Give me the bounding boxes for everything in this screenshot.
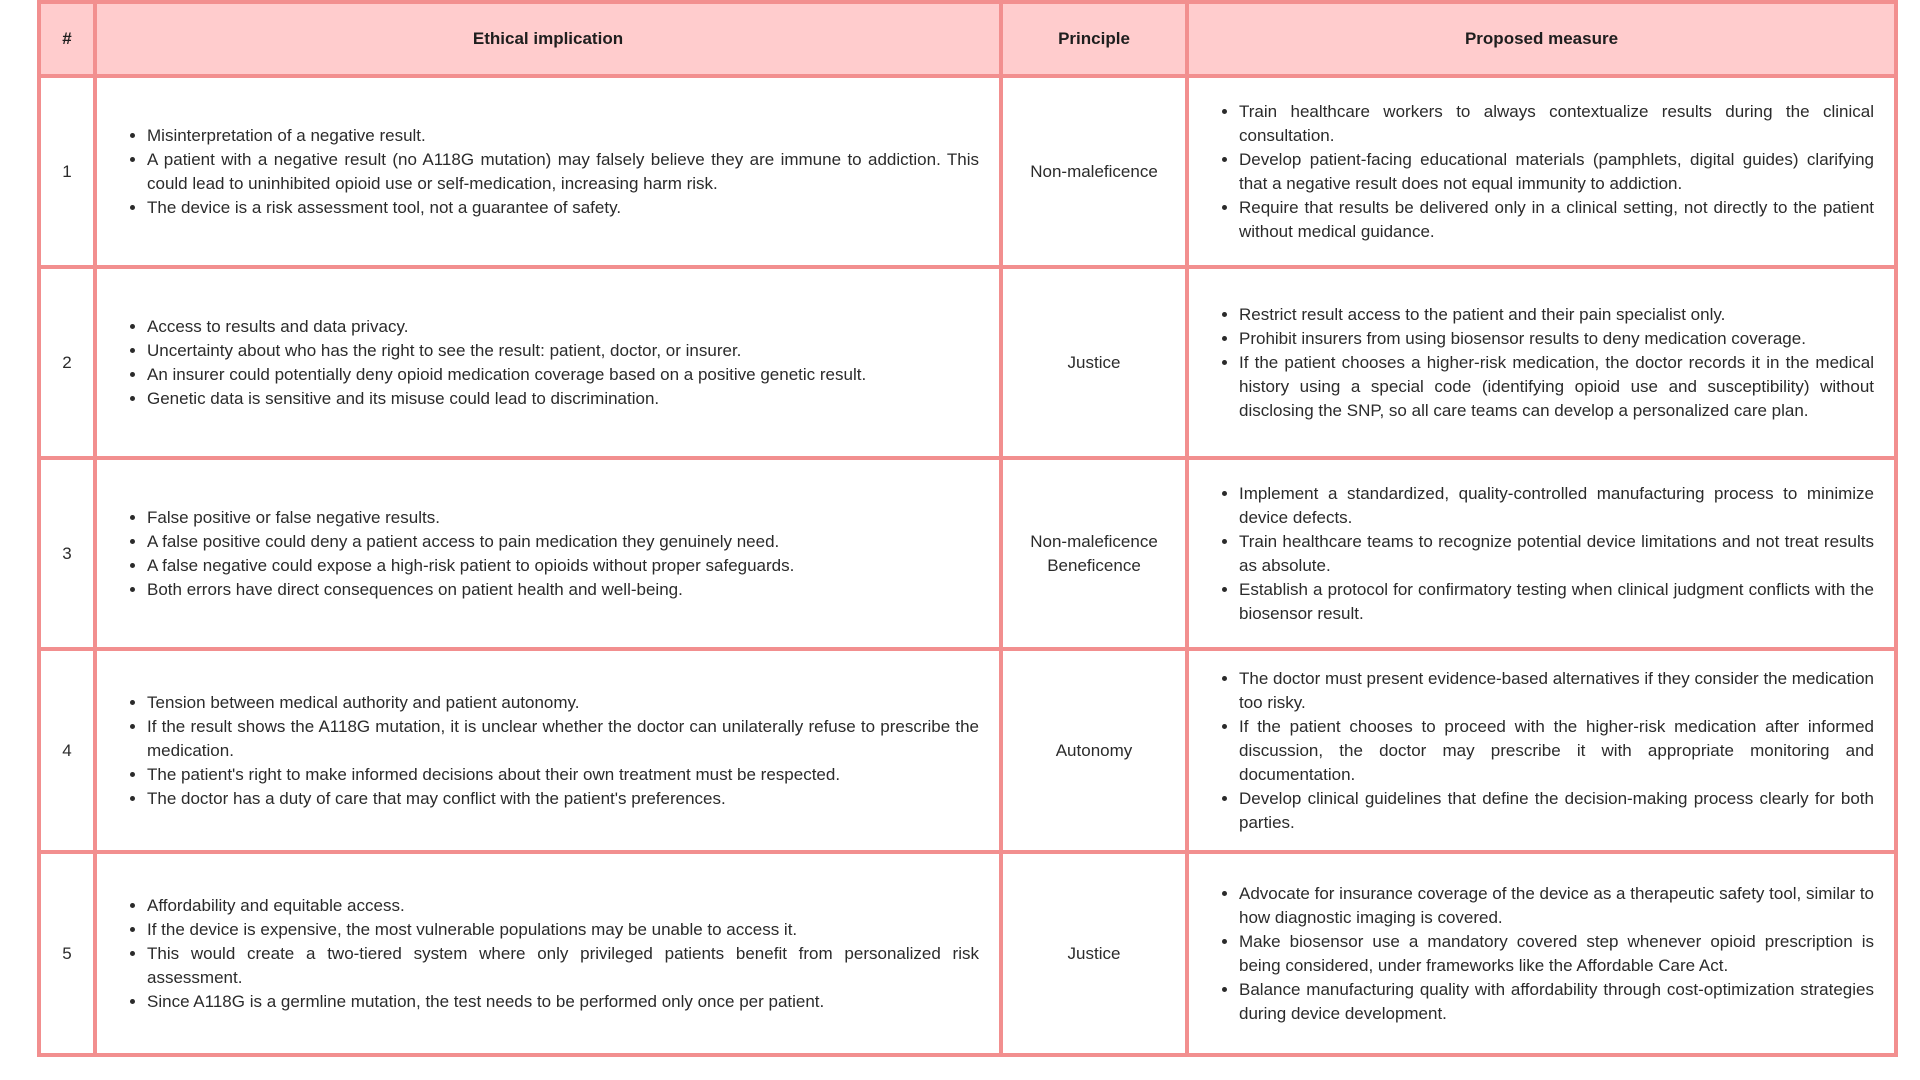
measure-list [1189, 303, 1894, 423]
header-principle: Principle [1001, 2, 1187, 76]
list-item: • The doctor has a duty of care that may conflict with the patient's preferences. [147, 787, 979, 811]
list-item: • Train healthcare workers to always contextualize results during the clinical consultation. [1239, 100, 1874, 148]
measure-cell [1187, 852, 1896, 1055]
list-item: • Establish a protocol for confirmatory testing when clinical judgment conflicts with the biosensor result. [1239, 578, 1874, 626]
principle-label: Non-maleficence [1030, 531, 1158, 551]
table-row [39, 852, 1896, 1055]
list-item: • Access to results and data privacy. [147, 315, 979, 339]
header-ethical-implication: Ethical implication [95, 2, 1001, 76]
principle-label: Justice [1067, 352, 1121, 372]
measure-cell [1187, 267, 1896, 458]
list-item: • This would create a two-tiered system where only privileged patients benefit from personalized risk assessment. [147, 942, 979, 990]
implication-list [97, 894, 999, 1014]
implication-list [97, 506, 999, 602]
list-item: • The patient's right to make informed decisions about their own treatment must be respected. [147, 763, 979, 787]
header-number: # [39, 2, 95, 76]
measure-cell [1187, 458, 1896, 649]
row-number: 1 [39, 76, 95, 267]
list-item: • If the result shows the A118G mutation, it is unclear whether the doctor can unilaterally refuse to prescribe the medication. [147, 715, 979, 763]
implication-cell [95, 76, 1001, 267]
implication-list [97, 124, 999, 220]
principle-label: Autonomy [1055, 740, 1133, 760]
list-item: • Prohibit insurers from using biosensor results to deny medication coverage. [1239, 327, 1874, 351]
list-item: • A false positive could deny a patient access to pain medication they genuinely need. [147, 530, 979, 554]
list-item: • If the patient chooses to proceed with the higher-risk medication after informed discussion, the doctor may prescribe it with appropriate monitoring and documentation. [1239, 715, 1874, 787]
list-item: • A patient with a negative result (no A118G mutation) may falsely believe they are immune to addiction. This could lead to uninhibited opioid use or self-medication, increasing harm risk. [147, 148, 979, 196]
list-item: • Affordability and equitable access. [147, 894, 979, 918]
implication-cell [95, 267, 1001, 458]
ethics-table [37, 0, 1898, 1057]
list-item: • Advocate for insurance coverage of the device as a therapeutic safety tool, similar to how diagnostic imaging is covered. [1239, 882, 1874, 930]
measure-list [1189, 882, 1894, 1026]
row-number: 2 [39, 267, 95, 458]
measure-list [1189, 100, 1894, 244]
principle-cell [1001, 649, 1187, 852]
list-item: • Implement a standardized, quality-controlled manufacturing process to minimize device defects. [1239, 482, 1874, 530]
header-proposed-measure: Proposed measure [1187, 2, 1896, 76]
principle-label: Beneficence [1047, 555, 1141, 575]
list-item: • Since A118G is a germline mutation, the test needs to be performed only once per patient. [147, 990, 979, 1014]
ethics-table-container [37, 0, 1894, 1057]
list-item: • Make biosensor use a mandatory covered step whenever opioid prescription is being considered, under frameworks like the Affordable Care Act. [1239, 930, 1874, 978]
list-item: • Uncertainty about who has the right to see the result: patient, doctor, or insurer. [147, 339, 979, 363]
implication-cell [95, 852, 1001, 1055]
table-header-row [39, 2, 1896, 76]
list-item: • Develop clinical guidelines that define the decision-making process clearly for both parties. [1239, 787, 1874, 835]
principle-cell [1001, 852, 1187, 1055]
table-row [39, 649, 1896, 852]
list-item: • Require that results be delivered only in a clinical setting, not directly to the patient without medical guidance. [1239, 196, 1874, 244]
table-row [39, 458, 1896, 649]
measure-cell [1187, 76, 1896, 267]
row-number: 4 [39, 649, 95, 852]
list-item: • False positive or false negative results. [147, 506, 979, 530]
list-item: • If the patient chooses a higher-risk medication, the doctor records it in the medical history using a special code (identifying opioid use and susceptibility) without disclosing the SNP, so all care teams can develop a personalized care plan. [1239, 351, 1874, 423]
row-number: 3 [39, 458, 95, 649]
principle-cell [1001, 458, 1187, 649]
principle-label: Justice [1067, 943, 1121, 963]
table-row [39, 76, 1896, 267]
table-row [39, 267, 1896, 458]
list-item: • Balance manufacturing quality with affordability through cost-optimization strategies during device development. [1239, 978, 1874, 1026]
row-number: 5 [39, 852, 95, 1055]
list-item: • Develop patient-facing educational materials (pamphlets, digital guides) clarifying that a negative result does not equal immunity to addiction. [1239, 148, 1874, 196]
list-item: • Genetic data is sensitive and its misuse could lead to discrimination. [147, 387, 979, 411]
list-item: • If the device is expensive, the most vulnerable populations may be unable to access it. [147, 918, 979, 942]
measure-list [1189, 482, 1894, 626]
list-item: • Both errors have direct consequences on patient health and well-being. [147, 578, 979, 602]
implication-list [97, 315, 999, 411]
list-item: • Train healthcare teams to recognize potential device limitations and not treat results as absolute. [1239, 530, 1874, 578]
list-item: • An insurer could potentially deny opioid medication coverage based on a positive genetic result. [147, 363, 979, 387]
implication-cell [95, 649, 1001, 852]
list-item: • The device is a risk assessment tool, not a guarantee of safety. [147, 196, 979, 220]
list-item: • Tension between medical authority and patient autonomy. [147, 691, 979, 715]
list-item: • The doctor must present evidence-based alternatives if they consider the medication too risky. [1239, 667, 1874, 715]
measure-cell [1187, 649, 1896, 852]
list-item: • Misinterpretation of a negative result. [147, 124, 979, 148]
principle-cell [1001, 267, 1187, 458]
measure-list [1189, 667, 1894, 835]
principle-label: Non-maleficence [1030, 161, 1158, 181]
principle-cell [1001, 76, 1187, 267]
list-item: • Restrict result access to the patient and their pain specialist only. [1239, 303, 1874, 327]
list-item: • A false negative could expose a high-risk patient to opioids without proper safeguards. [147, 554, 979, 578]
implication-list [97, 691, 999, 811]
implication-cell [95, 458, 1001, 649]
